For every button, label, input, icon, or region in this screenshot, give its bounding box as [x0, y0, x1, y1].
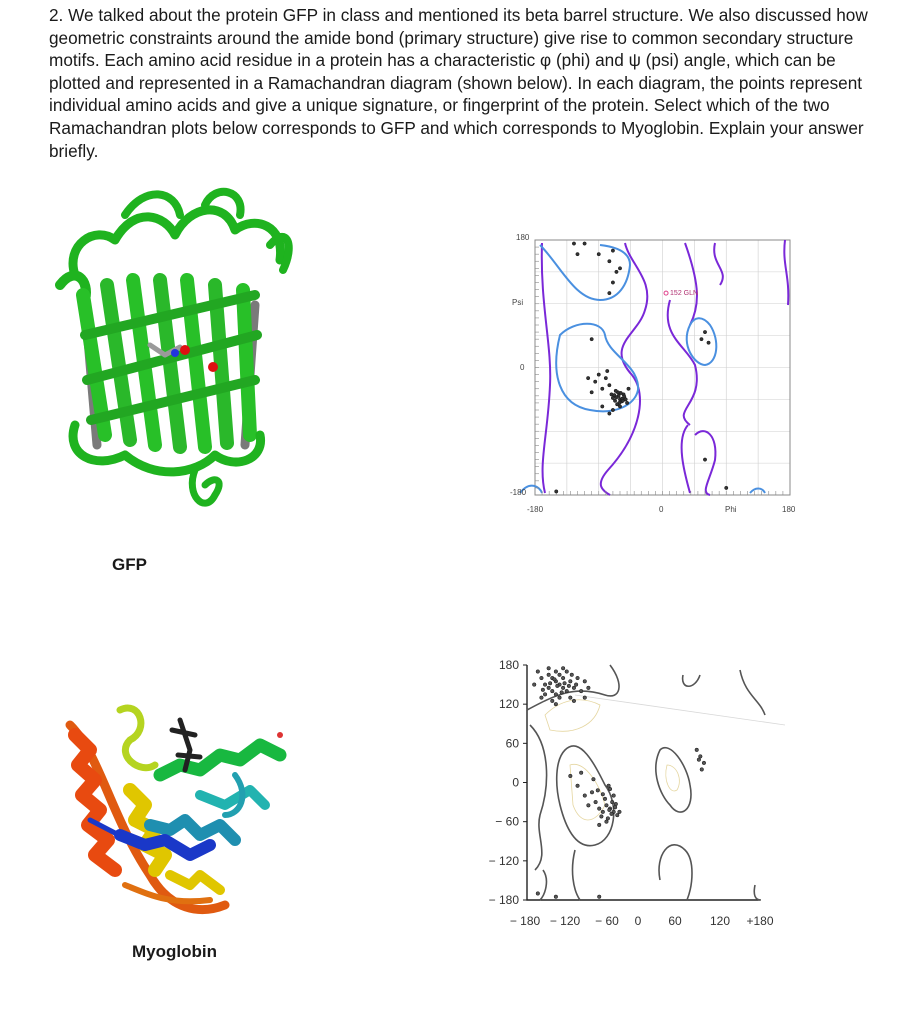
- data-point: [611, 396, 614, 399]
- data-point: [572, 699, 576, 703]
- data-point: [547, 686, 551, 690]
- x-tick-label: − 60: [595, 914, 619, 928]
- data-point: [615, 270, 618, 273]
- data-point: [558, 696, 562, 700]
- data-point: [627, 387, 630, 390]
- data-point: [540, 676, 544, 680]
- contour: [530, 725, 547, 900]
- data-point: [608, 412, 611, 415]
- data-point: [590, 391, 593, 394]
- data-point: [572, 242, 575, 245]
- data-point: [565, 670, 569, 674]
- data-point: [574, 683, 578, 687]
- data-point: [554, 670, 558, 674]
- contour: [656, 748, 691, 812]
- data-point: [548, 681, 552, 685]
- data-point: [703, 330, 706, 333]
- contour-generously-allowed: [601, 243, 648, 495]
- data-point: [553, 678, 557, 682]
- data-point: [614, 389, 617, 392]
- data-point: [611, 281, 614, 284]
- data-point: [547, 673, 551, 677]
- data-point: [601, 810, 605, 814]
- data-point: [610, 800, 614, 804]
- data-point: [560, 691, 564, 695]
- data-point: [608, 260, 611, 263]
- x-tick-label: − 180: [509, 914, 541, 928]
- data-point: [615, 813, 619, 817]
- data-point: [579, 771, 583, 775]
- data-point: [554, 693, 558, 697]
- data-point: [543, 683, 547, 687]
- data-point: [583, 680, 587, 684]
- data-point: [576, 784, 580, 788]
- y-tick-label: 0: [512, 775, 519, 790]
- data-point: [569, 774, 573, 778]
- y-tick-label: 60: [505, 736, 519, 751]
- data-point: [590, 790, 594, 794]
- plot-axes: [527, 665, 760, 900]
- y-tick-label: − 180: [488, 893, 519, 907]
- scan-line-artifact: [575, 695, 785, 725]
- data-point: [695, 748, 699, 752]
- data-point: [561, 666, 565, 670]
- data-point: [601, 405, 604, 408]
- data-point: [607, 784, 611, 788]
- data-point: [554, 702, 558, 706]
- data-point: [597, 807, 601, 811]
- y-tick-label: 120: [498, 697, 519, 712]
- gfp-caption: GFP: [112, 555, 147, 574]
- y-tick-label: − 60: [495, 814, 519, 829]
- contour-generously-allowed: [685, 243, 697, 325]
- y-tick-label: -180: [510, 488, 527, 497]
- data-point: [541, 688, 545, 692]
- data-point: [567, 684, 571, 688]
- x-tick-label: +180: [746, 914, 774, 928]
- data-point: [550, 699, 554, 703]
- x-tick-label: 0: [659, 505, 664, 514]
- data-point: [597, 823, 601, 827]
- data-point: [565, 689, 569, 693]
- data-point: [697, 758, 701, 762]
- data-point: [608, 384, 611, 387]
- ramachandran-plot-top: [490, 225, 810, 530]
- x-tick-label: 120: [709, 914, 731, 928]
- data-point: [610, 812, 614, 816]
- data-point: [618, 810, 622, 814]
- data-point: [597, 895, 601, 899]
- data-point: [601, 387, 604, 390]
- contour: [659, 845, 692, 900]
- data-point: [613, 806, 617, 810]
- data-point: [532, 683, 536, 687]
- x-tick-label: − 120: [549, 914, 581, 928]
- data-point: [703, 458, 706, 461]
- data-point: [561, 686, 565, 690]
- x-tick-label: 0: [634, 914, 642, 928]
- data-point: [558, 673, 562, 677]
- data-point: [611, 408, 614, 411]
- data-point: [600, 815, 604, 819]
- data-point: [601, 792, 605, 796]
- annotation-label: 152 GLN: [670, 290, 699, 298]
- annotation-marker: [664, 291, 668, 295]
- x-tick-label: 180: [782, 505, 796, 514]
- data-point: [610, 393, 613, 396]
- data-point: [612, 794, 616, 798]
- y-tick-label: − 120: [488, 853, 519, 868]
- core-region: [666, 765, 680, 791]
- oxygen-atom: [208, 362, 218, 372]
- data-point: [594, 380, 597, 383]
- contour: [754, 885, 761, 900]
- data-point: [586, 376, 589, 379]
- y-tick-label: 180: [516, 233, 530, 242]
- data-point: [603, 797, 607, 801]
- data-point: [569, 696, 573, 700]
- data-point: [604, 376, 607, 379]
- data-point: [605, 820, 609, 824]
- data-point: [550, 689, 554, 693]
- data-point: [569, 680, 573, 684]
- data-point: [554, 895, 558, 899]
- data-point: [596, 789, 600, 793]
- data-point: [700, 768, 704, 772]
- data-point: [547, 666, 551, 670]
- data-point: [614, 802, 618, 806]
- contour: [683, 670, 765, 715]
- data-point: [583, 242, 586, 245]
- contour-generously-allowed: [682, 243, 723, 493]
- data-point: [597, 252, 600, 255]
- data-point: [555, 490, 558, 493]
- myoglobin-structure-image: [60, 695, 310, 935]
- data-point: [576, 252, 579, 255]
- data-point: [594, 800, 598, 804]
- data-point: [725, 486, 728, 489]
- data-point: [702, 761, 706, 765]
- data-point: [590, 337, 593, 340]
- data-point: [583, 696, 587, 700]
- gfp-structure-image: [55, 185, 305, 525]
- data-point: [606, 369, 609, 372]
- data-point: [592, 777, 596, 781]
- data-point: [556, 684, 560, 688]
- contour-generously-allowed: [784, 240, 788, 305]
- x-axis-label: Phi: [725, 505, 737, 514]
- data-point: [624, 398, 627, 401]
- core-region: [570, 764, 605, 820]
- ramachandran-plot-bottom: [455, 655, 795, 940]
- x-tick-label: -180: [527, 505, 544, 514]
- data-point: [605, 804, 609, 808]
- data-point: [619, 391, 622, 394]
- data-point: [587, 804, 591, 808]
- data-point: [597, 373, 600, 376]
- data-point: [536, 892, 540, 896]
- question-text: 2. We talked about the protein GFP in class and mentioned its beta barrel structure. We also discussed how geometric constraints around the amide bond (primary structure) give rise to common secondary structure motifs. Each amino acid residue in a protein has a characteristic φ (phi) and ψ (psi) angle, which can be plotted and represented in a Ramachandran diagram (shown below). In each diagram, the points represent individual amino acids and give a unique signature, or fingerprint of the protein. Select which of the two Ramachandran plots below corresponds to GFP and which corresponds to Myoglobin. Explain your answer briefly.: [49, 5, 868, 161]
- nitrogen-atom: [171, 349, 179, 357]
- data-point: [536, 670, 540, 674]
- data-point: [587, 686, 591, 690]
- data-point: [608, 808, 612, 812]
- y-tick-label: 180: [498, 658, 519, 672]
- y-axis-label: Psi: [512, 298, 524, 307]
- data-point: [576, 676, 580, 680]
- data-point: [543, 693, 547, 697]
- data-point: [570, 673, 574, 677]
- data-point: [579, 689, 583, 693]
- oxygen-atom: [180, 345, 190, 355]
- data-point: [611, 249, 614, 252]
- myoglobin-caption: Myoglobin: [132, 942, 217, 961]
- y-tick-label: 0: [520, 363, 525, 372]
- data-point: [561, 676, 565, 680]
- x-tick-label: 60: [668, 914, 682, 928]
- data-point: [707, 341, 710, 344]
- contour: [573, 850, 580, 900]
- data-point: [608, 291, 611, 294]
- core-region: [545, 700, 600, 731]
- data-point: [563, 681, 567, 685]
- plot-grid: [535, 240, 790, 495]
- data-point: [540, 696, 544, 700]
- data-point: [618, 267, 621, 270]
- ligand-atom: [277, 732, 283, 738]
- data-point: [572, 686, 576, 690]
- data-point: [700, 337, 703, 340]
- data-point: [625, 401, 628, 404]
- contour-generously-allowed: [542, 243, 550, 493]
- data-point: [583, 794, 587, 798]
- data-point: [618, 405, 621, 408]
